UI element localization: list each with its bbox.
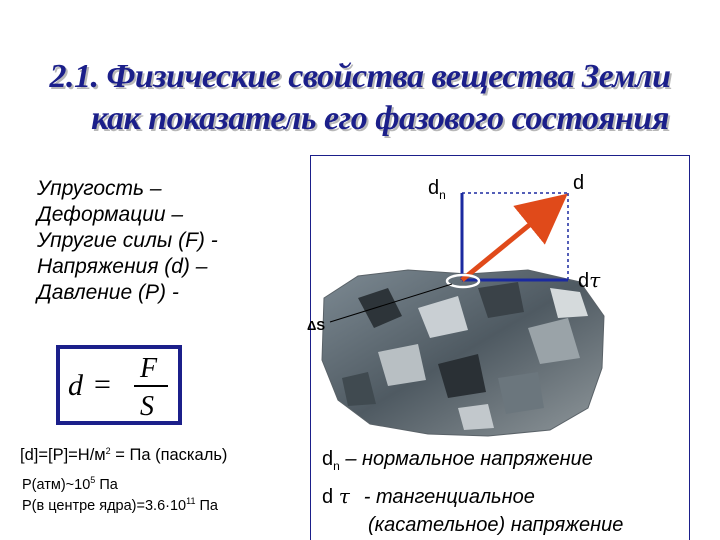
term-elastic-forces: Упругие силы (F) - (37, 229, 218, 252)
d-label: d (573, 172, 585, 194)
legend-normal: $d_n$ – нормальное напряжение (322, 448, 593, 473)
term-deformation: Деформации – (37, 203, 184, 226)
dtau-label: dτ (578, 268, 601, 292)
atmospheric-pressure: $P(атм)\sim 10^5$ Па (22, 475, 118, 493)
title-line-1: 2.1. Физические свойства вещества Земли (49, 58, 671, 95)
title-line-2: как показатель его фазового состояния (91, 100, 669, 137)
term-elasticity: Упругость – (37, 177, 162, 200)
formula-numerator: F (140, 353, 158, 384)
dn-label: $d_n$ (428, 177, 446, 202)
formula-equals: = (94, 368, 111, 401)
core-pressure: P(в центре $ядра)=3.6\cdot 10^{11}$ Па (22, 496, 218, 514)
formula-denominator: S (140, 391, 154, 421)
area-pointer-line (330, 284, 452, 322)
units-line: $[d]=[P]=Н/м^2$ = Па (паскаль) (20, 446, 228, 464)
formula-lhs: d (68, 369, 83, 402)
term-pressure: Давление (P) - (37, 281, 179, 304)
delta-s-label: ΔS (307, 318, 326, 333)
legend-tangential: d τ - тангенциальное (касательное) напряжение (322, 484, 624, 536)
total-stress-arrow (462, 200, 560, 280)
term-stress: Напряжения (d) – (37, 255, 208, 278)
